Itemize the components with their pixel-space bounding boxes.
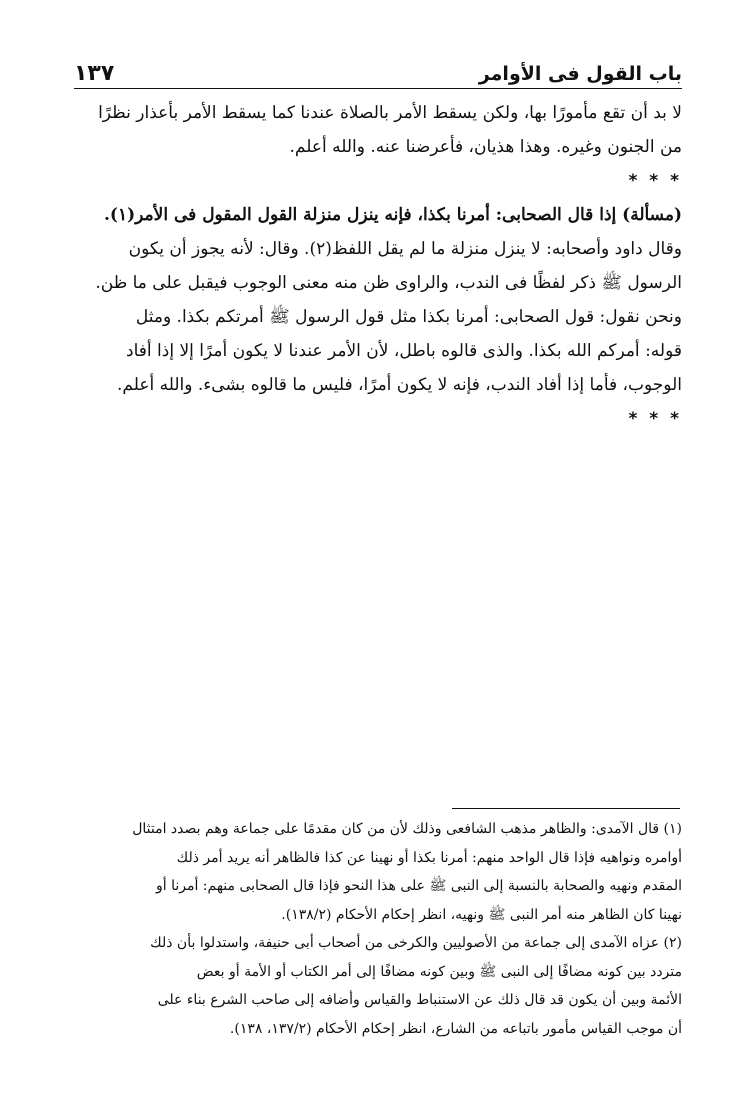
text-line: من الجنون وغيره. وهذا هذيان، فأعرضنا عنه. والله أعلم. xyxy=(289,137,682,157)
text-line: لا بد أن تقع مأمورًا بها، ولكن يسقط الأمر بالصلاة عندنا كما يسقط الأمر بأعذار نظرًا xyxy=(98,103,682,123)
footnote-line: المقدم ونهيه والصحابة بالنسبة إلى النبى ﷺ على هذا النحو فإذا قال الصحابى منهم: أمرنا أو xyxy=(155,878,682,894)
section-separator: * * * xyxy=(628,409,682,429)
text-line: وقال داود وأصحابه: لا ينزل منزلة ما لم يقل اللفظ(٢). وقال: لأنه يجوز أن يكون xyxy=(128,239,682,259)
text-line: ونحن نقول: قول الصحابى: أمرنا بكذا مثل قول الرسول ﷺ أمرتكم بكذا. ومثل xyxy=(135,307,682,327)
footnote-divider xyxy=(452,808,680,809)
footnote-line: (١) قال الآمدى: والظاهر مذهب الشافعى وذلك لأن من كان مقدمًا على جماعة وهم بصدد امتثال xyxy=(132,821,682,837)
section-separator: * * * xyxy=(628,171,682,191)
footnotes xyxy=(76,815,682,1043)
chapter-title: باب القول فى الأوامر xyxy=(478,63,682,85)
text-line: قوله: أمركم الله بكذا. والذى قالوه باطل، لأن الأمر عندنا لا يكون أمرًا إلا إذا أفاد xyxy=(126,341,682,361)
footnote-line: الأئمة وبين أن يكون قد قال ذلك عن الاستنباط والقياس وأضافه إلى صاحب الشرع بناء على xyxy=(157,992,682,1008)
footnote-line: متردد بين كونه مضافًا إلى النبى ﷺ وبين كونه مضافًا إلى أمر الكتاب أو الأمة أو بعض xyxy=(196,963,682,980)
footnote-line: أن موجب القياس مأمور باتباعه من الشارع، انظر إحكام الأحكام (١٣٧/٢، ١٣٨). xyxy=(229,1020,682,1037)
footnote-line: أوامره ونواهيه فإذا قال الواحد منهم: أمرنا بكذا أو نهينا عن كذا فالظاهر أنه يريد أمر ذلك xyxy=(176,849,682,866)
text-line: الوجوب، فأما إذا أفاد الندب، فإنه لا يكون أمرًا، فليس ما قالوه بشىء. والله أعلم. xyxy=(117,375,682,395)
footnote-line: (٢) عزاه الآمدى إلى جماعة من الأصوليين والكرخى من أصحاب أبى حنيفة، واستدلوا بأن ذلك xyxy=(150,935,682,951)
footnote-line: نهينا كان الظاهر منه أمر النبى ﷺ ونهيه، انظر إحكام الأحكام (١٣٨/٢). xyxy=(281,906,682,923)
text-line: الرسول ﷺ ذكر لفظًا فى الندب، والراوى ظن منه معنى الوجوب فيقبل على ما ظن. xyxy=(95,273,682,293)
header-divider xyxy=(74,88,682,89)
page-header xyxy=(74,52,682,86)
main-text xyxy=(74,96,682,436)
page-number: ١٣٧ xyxy=(74,61,115,86)
issue-heading: (مسألة) إذا قال الصحابى: أمرنا بكذا، فإنه ينزل منزلة القول المقول فى الأمر(١). xyxy=(104,205,682,225)
